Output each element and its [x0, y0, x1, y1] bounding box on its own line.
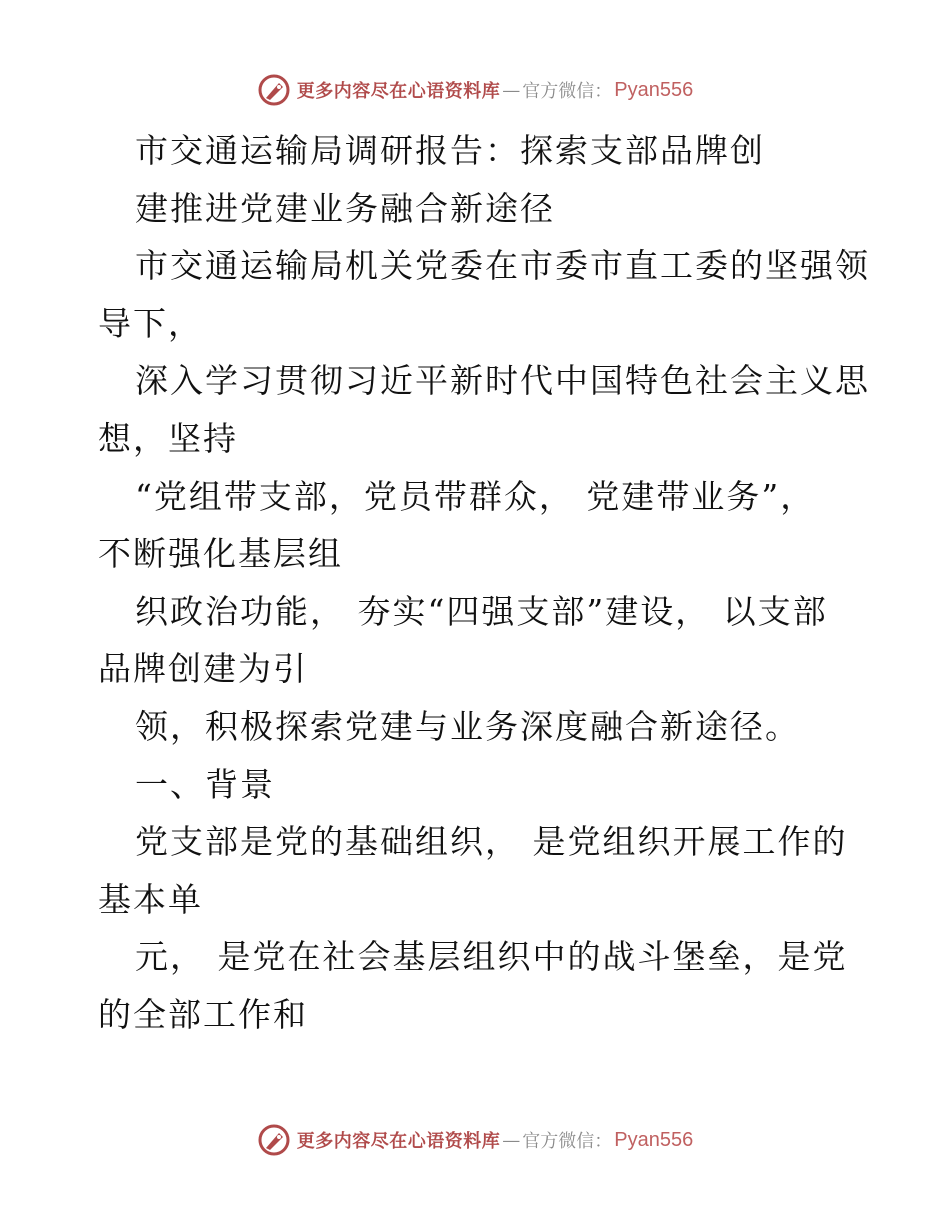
paragraph-line: 想，坚持 — [98, 418, 238, 458]
paragraph-line: 不断强化基层组 — [98, 534, 343, 574]
paragraph-line: 品牌创建为引 — [98, 649, 308, 689]
paragraph-line: 市交通运输局机关党委在市委市直工委的坚强领 — [135, 246, 870, 286]
header-watermark — [0, 70, 950, 110]
watermark-wechat-id: Pyan556 — [614, 78, 694, 101]
footer-watermark — [0, 1120, 950, 1160]
paragraph-line: 的全部工作和 — [98, 994, 308, 1034]
section-heading: 一、背景 — [135, 764, 275, 804]
paragraph-line: 深入学习贯彻习近平新时代中国特色社会主义思 — [135, 361, 870, 401]
document-title-line-2: 建推进党建业务融合新途径 — [135, 188, 555, 228]
pen-nib-logo-icon — [257, 1123, 291, 1157]
watermark-wechat-label: 官方微信： — [522, 81, 613, 102]
paragraph-line: 导下， — [98, 303, 203, 343]
paragraph-line: “党组带支部，党员带群众， 党建带业务”， — [135, 476, 816, 516]
paragraph-line: 元， 是党在社会基层组织中的战斗堡垒，是党 — [135, 937, 848, 977]
pen-nib-logo-icon — [257, 73, 291, 107]
watermark-separator: — — [502, 1129, 521, 1151]
paragraph-line: 领，积极探索党建与业务深度融合新途径。 — [135, 706, 800, 746]
watermark-separator: — — [502, 79, 521, 101]
watermark-site-text: 更多内容尽在心语资料库 — [296, 81, 501, 102]
paragraph-line: 织政治功能， 夯实“四强支部”建设， 以支部 — [135, 591, 828, 631]
watermark-wechat-id: Pyan556 — [614, 1128, 694, 1151]
document-title-line-1: 市交通运输局调研报告：探索支部品牌创 — [135, 131, 765, 170]
watermark-site-text: 更多内容尽在心语资料库 — [296, 1131, 501, 1152]
paragraph-line: 基本单 — [98, 879, 203, 919]
paragraph-line: 党支部是党的基础组织， 是党组织开展工作的 — [135, 822, 848, 862]
document-body — [98, 122, 870, 1044]
watermark-wechat-label: 官方微信： — [522, 1131, 613, 1152]
